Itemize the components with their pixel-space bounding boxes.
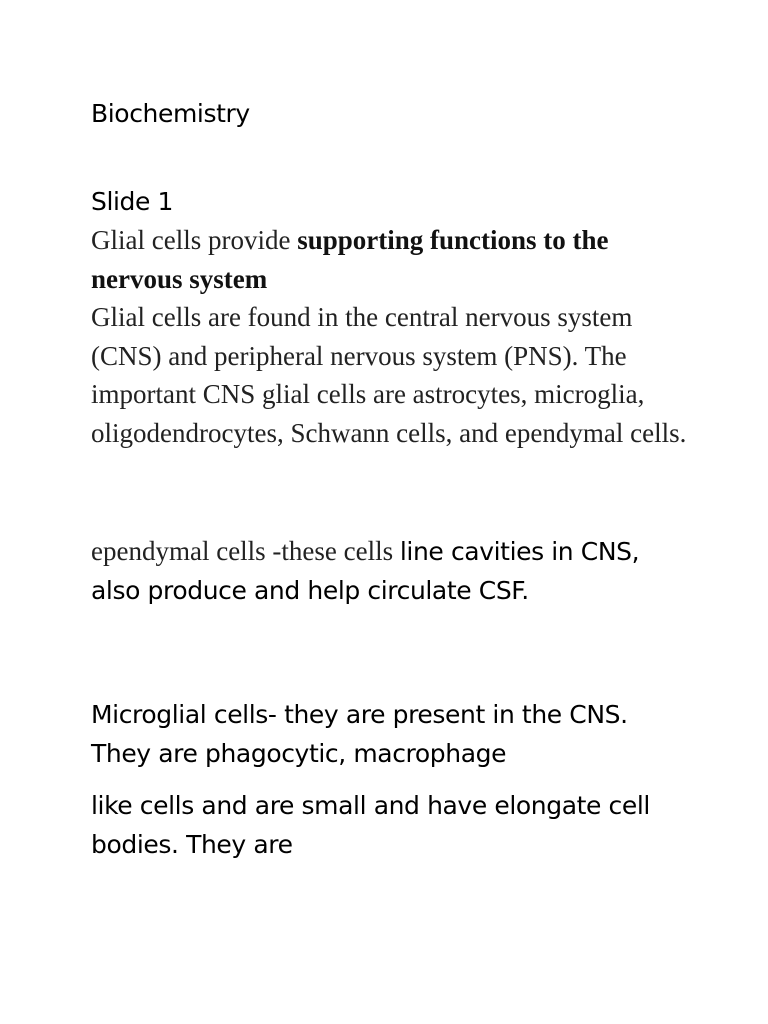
slide-label: Slide 1 xyxy=(91,187,174,216)
glial-cells-paragraph: Glial cells are found in the central nervous system (CNS) and peripheral nervous system (PNS). The important CNS glial cells are astrocytes, microglia, oligodendrocytes, Schwann cells, and ependymal cells. xyxy=(91,302,687,448)
intro-lead-text: Glial cells provide xyxy=(91,225,298,255)
microglia-paragraph-2: like cells and are small and have elongate cell bodies. They are xyxy=(91,791,650,859)
intro-paragraph xyxy=(91,221,691,298)
document-title: Biochemistry xyxy=(91,99,250,128)
microglia-paragraph-1: Microglial cells- they are present in the CNS. They are phagocytic, macrophage xyxy=(91,700,628,768)
ependymal-paragraph xyxy=(91,532,691,610)
ependymal-lead-text: ependymal cells -these cells xyxy=(91,536,400,566)
ependymal-rest-text: line cavities in CNS, also produce and help circulate CSF. xyxy=(91,537,640,605)
intro-emphasis-text: supporting functions to the nervous system xyxy=(91,225,609,294)
